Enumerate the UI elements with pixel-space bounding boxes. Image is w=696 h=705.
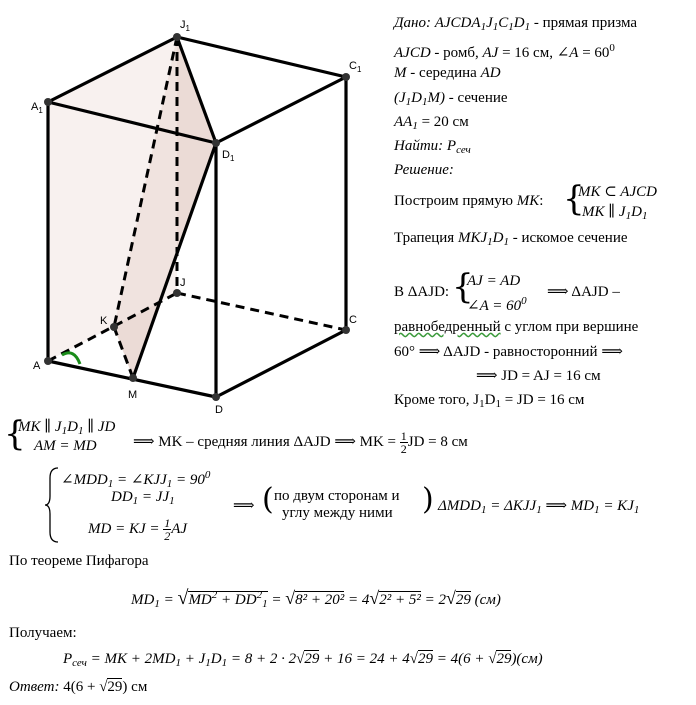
given-line-6: Найти: $P_{сеч}$	[394, 138, 471, 156]
solution-line-2: Трапеция $MKJ_1D_1$ - искомое сечение	[394, 230, 628, 248]
bottom-1-result: ⟹ MK – средняя линия ΔAJD ⟹ MK = $\frac{1}{2}$ JD = 8 см	[133, 429, 468, 456]
angle-mark	[62, 353, 80, 364]
given-line-7: Решение:	[394, 162, 454, 178]
label-M: M	[128, 389, 138, 401]
given-line-2: AJCD - ромб, AJ = 16 см, ∠A = $60^0$	[394, 42, 615, 61]
given-line-3: M - середина AD	[394, 65, 501, 81]
solution-line-1: Построим прямую MK:	[394, 193, 544, 209]
brace-3: {	[4, 414, 26, 454]
label-C: C	[349, 314, 357, 326]
solution-line-1-r1: MK ⊂ AJCD	[578, 184, 657, 200]
brace-2: {	[452, 267, 474, 307]
solution-line-7: Кроме того, $J_1D_1$ = JD = 16 см	[394, 392, 585, 410]
solution-line-6: ⟹ JD = AJ = 16 см	[476, 368, 601, 384]
solution-line-3-r1: AJ = AD	[467, 273, 521, 289]
solution-line-3: В ΔAJD:	[394, 284, 450, 300]
label-D: D	[215, 404, 223, 416]
bottom-2-result: $\Delta MDD_1 = \Delta KJJ_1$ ⟹ $MD_1 = KJ_1$	[438, 498, 640, 516]
brace-4	[44, 466, 60, 544]
paren-close: )	[422, 482, 434, 517]
bottom-2-arrow: ⟹	[233, 498, 255, 514]
bottom-4: $MD_1 = √MD^2 + DD^2_1 = √8^2 + 20^2 = 4√2^2 + 5^2 = 2√29$ (см)	[131, 587, 501, 610]
solution-line-1-r2: MK ∥ $J_1D_1$	[582, 204, 648, 222]
bottom-5: Получаем:	[9, 625, 77, 641]
answer-line: Ответ: 4(6 + √29) см	[9, 679, 148, 695]
solution-line-3-r2: ∠A = $60^0$	[467, 295, 527, 314]
label-J: J	[180, 277, 186, 289]
bottom-1-r2: AM = MD	[34, 438, 97, 454]
brace-1: {	[563, 179, 585, 219]
bottom-2-r2: $DD_1 = JJ_1$	[111, 489, 175, 507]
given-line-1: Дано: $AJCDA_1J_1C_1D_1$ - прямая призма	[394, 15, 638, 33]
label-D1: $D_1$	[222, 149, 235, 163]
label-K: K	[100, 315, 108, 327]
paren-open: (	[262, 482, 274, 517]
label-J1: $J_1$	[180, 19, 190, 33]
label-C1: $C_1$	[349, 60, 362, 74]
given-line-4: $(J_1D_1M)$ - сечение	[394, 90, 508, 108]
solution-line-5: 60° ⟹ ΔAJD - равносторонний ⟹	[394, 344, 623, 360]
given-line-5: $AA_1 = 20$ см	[394, 114, 469, 132]
bottom-2-r3: MD = KJ = $\frac{1}{2}$ AJ	[88, 516, 188, 543]
label-A: A	[33, 360, 41, 372]
bottom-3: По теореме Пифагора	[9, 553, 149, 569]
bottom-2-p1: по двум сторонам и	[274, 488, 400, 504]
label-A1: $A_1$	[31, 101, 43, 115]
bottom-2-r1: $\angle MDD_1$ = $\angle KJJ_1 = 90^0$	[61, 469, 211, 490]
solution-line-4: равнобедренный с углом при вершине	[394, 319, 639, 335]
solution-line-3-result: ⟹ ΔAJD –	[547, 284, 620, 300]
prism-figure	[0, 0, 390, 420]
bottom-2-p2: углу между ними	[282, 505, 393, 521]
bottom-6: $P_{сеч}$ = MK + $2MD_1 + J_1D_1 = 8 + 2 \cdot 2√29 + 16 = 24 + 4√29 = 4(6 + √29)(см)$	[63, 651, 543, 669]
bottom-1-r1: MK ∥ $J_1D_1$ ∥ JD	[18, 419, 116, 437]
